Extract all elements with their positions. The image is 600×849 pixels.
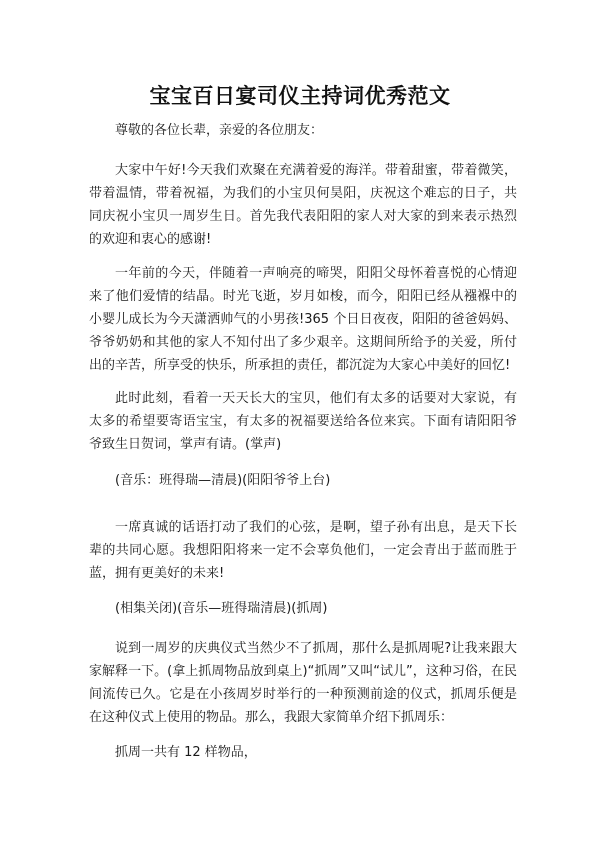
- paragraph-one-year-ago: 一年前的今天，伴随着一声响亮的啼哭，阳阳父母怀着喜悦的心情迎来了他们爱情的结晶。时光飞逝，岁月如梭，而今，阳阳已经从襁褓中的小婴儿成长为今天潇洒帅气的小男孩!365 个日日夜夜，阳阳的爸爸妈妈、爷爷奶奶和其他的家人不知付出了多少艰辛。这期间所给予的关爱，所付出的辛苦，所享受的快乐，所承担的责任，都沉淀为大家心中美好的回忆!: [89, 266, 517, 373]
- document-title: 宝宝百日宴司仪主持词优秀范文: [149, 84, 451, 108]
- paragraph-music-cue: (音乐：班得瑞—清晨)(阳阳爷爷上台): [115, 473, 331, 488]
- paragraph-twelve-items: 抓周一共有 12 样物品，: [115, 745, 257, 760]
- paragraph-this-moment: 此时此刻，看着一天天长大的宝贝，他们有太多的话要对大家说，有太多的希望要寄语宝宝，有太多的祝福要送给各位来宾。下面有请阳阳爷爷致生日贺词，掌声有请。(掌声): [89, 391, 517, 452]
- paragraph-greeting: 尊敬的各位长辈，亲爱的各位朋友：: [115, 123, 324, 138]
- paragraph-album-cue: (相集关闭)(音乐—班得瑞清晨)(抓周): [115, 601, 328, 616]
- paragraph-welcome: 大家中午好!今天我们欢聚在充满着爱的海洋。带着甜蜜，带着微笑，带着温情，带着祝福，为我们的小宝贝何昊阳，庆祝这个难忘的日子，共同庆祝小宝贝一周岁生日。首先我代表阳阳的家人对大家的到来表示热烈的欢迎和衷心的感谢!: [89, 163, 517, 247]
- paragraph-sincere-words: 一席真诚的话语打动了我们的心弦，是啊，望子孙有出息，是天下长辈的共同心愿。我想阳阳将来一定不会辜负他们，一定会青出于蓝而胜于蓝，拥有更美好的未来!: [89, 520, 517, 581]
- paragraph-zhuazhou-intro: 说到一周岁的庆典仪式当然少不了抓周，那什么是抓周呢?让我来跟大家解释一下。(拿上抓周物品放到桌上)“抓周”又叫“试儿”，这种习俗，在民间流传已久。它是在小孩周岁时举行的一种预测前途的仪式，抓周乐便是在这种仪式上使用的物品。那么，我跟大家简单介绍下抓周乐：: [89, 641, 517, 725]
